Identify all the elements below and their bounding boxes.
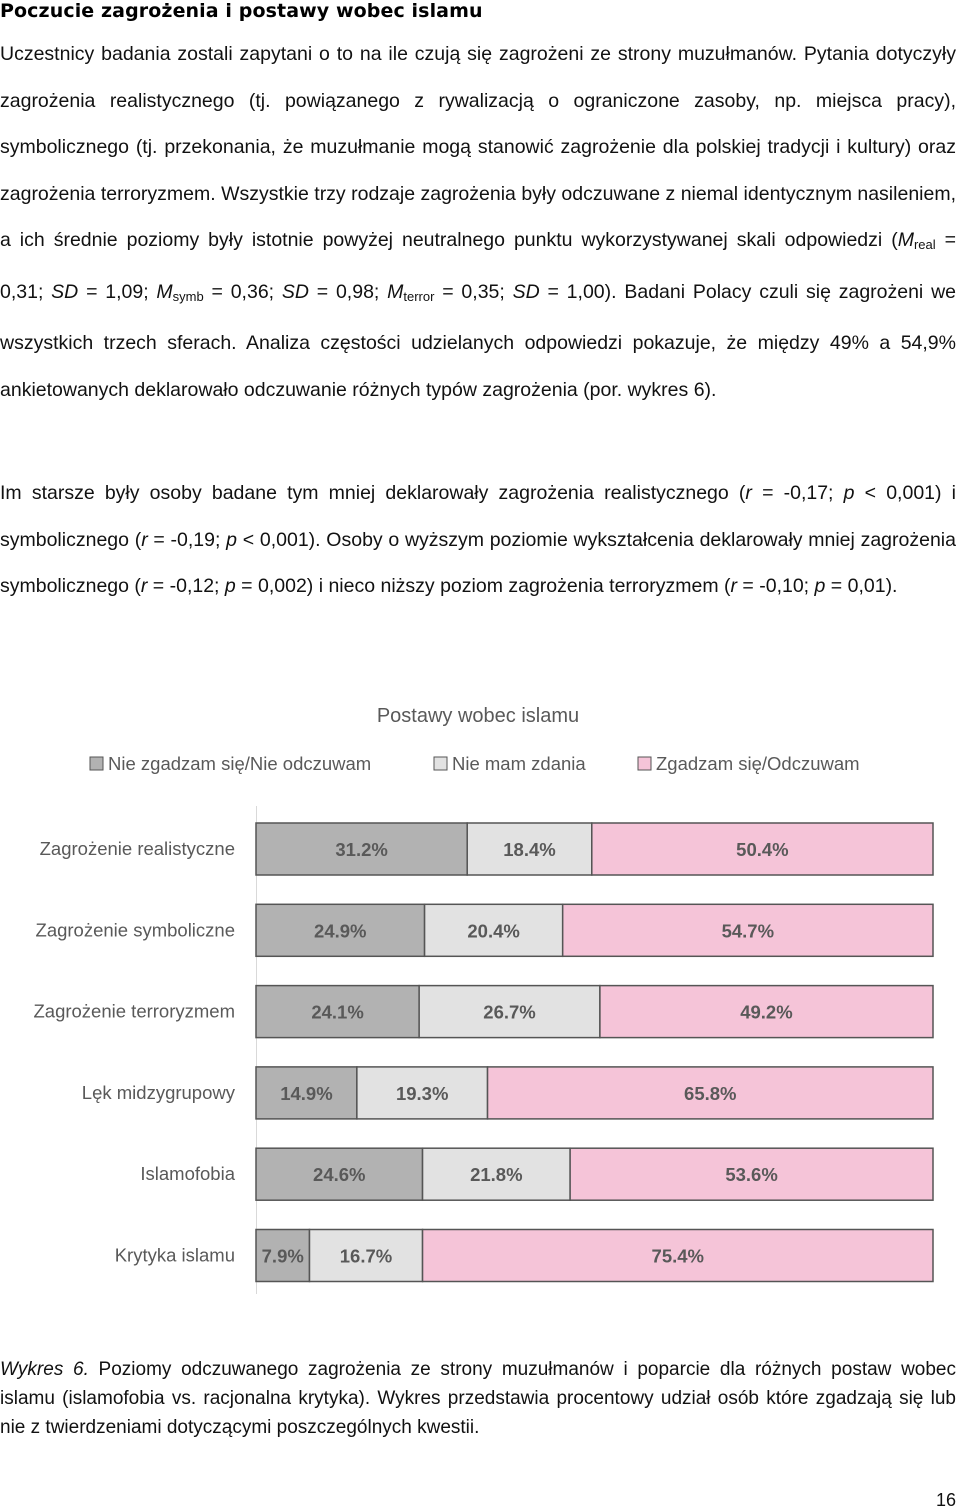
- legend-swatch-1: [90, 757, 103, 770]
- data-label: 54.7%: [721, 920, 775, 942]
- legend-label-3: Zgadzam się/Odczuwam: [656, 753, 860, 774]
- figure-caption: Wykres 6. Poziomy odczuwanego zagrożenia ze strony muzułmanów i poparcie dla różnych postaw wobec islamu (islamofobia vs. racjonalna krytyka). Wykres przedstawia procentowy udział osób które zgadzają się lub nie z twierdzeniami dotyczącymi poszczególnych kwestii.: [0, 1359, 956, 1438]
- category-label: Krytyka islamu: [114, 1244, 235, 1266]
- legend-swatch-2: [434, 757, 447, 770]
- legend-label-1: Nie zgadzam się/Nie odczuwam: [108, 753, 372, 774]
- category-label: Islamofobia: [140, 1163, 235, 1185]
- category-label: Zagrożenie symboliczne: [35, 919, 235, 941]
- data-label: 14.9%: [280, 1082, 333, 1104]
- data-label: 19.3%: [395, 1082, 449, 1104]
- category-label: Zagrożenie realistyczne: [39, 838, 235, 859]
- data-label: 24.9%: [314, 920, 367, 942]
- data-label: 75.4%: [651, 1245, 705, 1267]
- data-label: 50.4%: [736, 839, 789, 860]
- data-label: 24.1%: [311, 1001, 364, 1023]
- chart-title: Postawy wobec islamu: [376, 705, 580, 727]
- paragraph-threat-levels: Uczestnicy badania zostali zapytani o to na ile czują się zagrożeni ze strony muzułmanów. Pytania dotyczyły zagrożenia realistycznego (tj. powiązanego z rywalizacją o ograniczone zasoby, np. miejsca pracy), symbolicznego (tj. przekonania, że muzułmanie mogą stanowić zagrożenie dla polskiej tradycji i kultury) oraz zagrożenia terroryzmem. Wszystkie trzy rodzaje zagrożenia były odczuwane z niemal identycznym nasileniem, a ich średnie poziomy były istotnie powyżej neutralnego punktu wykorzystywanej skali odpowiedzi ($M_{real} = 0,31$; SD = 1,09; $M_{symb} = 0,36$; SD = 0,98; $M_{terror} = 0,35$; SD = 1,00). Badani Polacy czuli się zagrożeni we wszystkich trzech sferach. Analiza częstości udzielanych odpowiedzi pokazuje, że między 49% a 54,9% ankietowanych deklarowało odczuwanie różnych typów zagrożenia (por. wykres 6).: [0, 43, 956, 401]
- page-number: 16: [935, 1490, 956, 1510]
- data-label: 49.2%: [740, 1001, 793, 1023]
- legend-swatch-3: [638, 757, 651, 770]
- data-label: 31.2%: [335, 839, 388, 860]
- data-label: 24.6%: [313, 1164, 366, 1186]
- data-label: 65.8%: [684, 1082, 737, 1104]
- data-label: 16.7%: [339, 1245, 393, 1267]
- data-label: 20.4%: [467, 920, 520, 942]
- paragraph-demographics: Im starsze były osoby badane tym mniej deklarowały zagrożenia realistycznego (r = -0,17; p < 0,001) i symbolicznego (r = -0,19; p < 0,001). Osoby o wyższym poziomie wykształcenia deklarowały mniej zagrożenia symbolicznego (r = -0,12; p = 0,002) i nieco niższy poziom zagrożenia terroryzmem (r = -0,10; p = 0,01).: [0, 482, 956, 597]
- data-label: 18.4%: [503, 839, 556, 860]
- legend-label-2: Nie mam zdania: [452, 753, 586, 774]
- section-heading: Poczucie zagrożenia i postawy wobec islamu: [0, 0, 483, 22]
- data-label: 53.6%: [725, 1164, 778, 1186]
- category-label: Zagrożenie terroryzmem: [33, 1000, 235, 1022]
- data-label: 26.7%: [483, 1001, 536, 1023]
- data-label: 7.9%: [261, 1245, 304, 1267]
- category-label: Lęk midzygrupowy: [81, 1081, 235, 1103]
- stacked-bar-chart: [0, 690, 960, 1330]
- data-label: 21.8%: [470, 1164, 523, 1186]
